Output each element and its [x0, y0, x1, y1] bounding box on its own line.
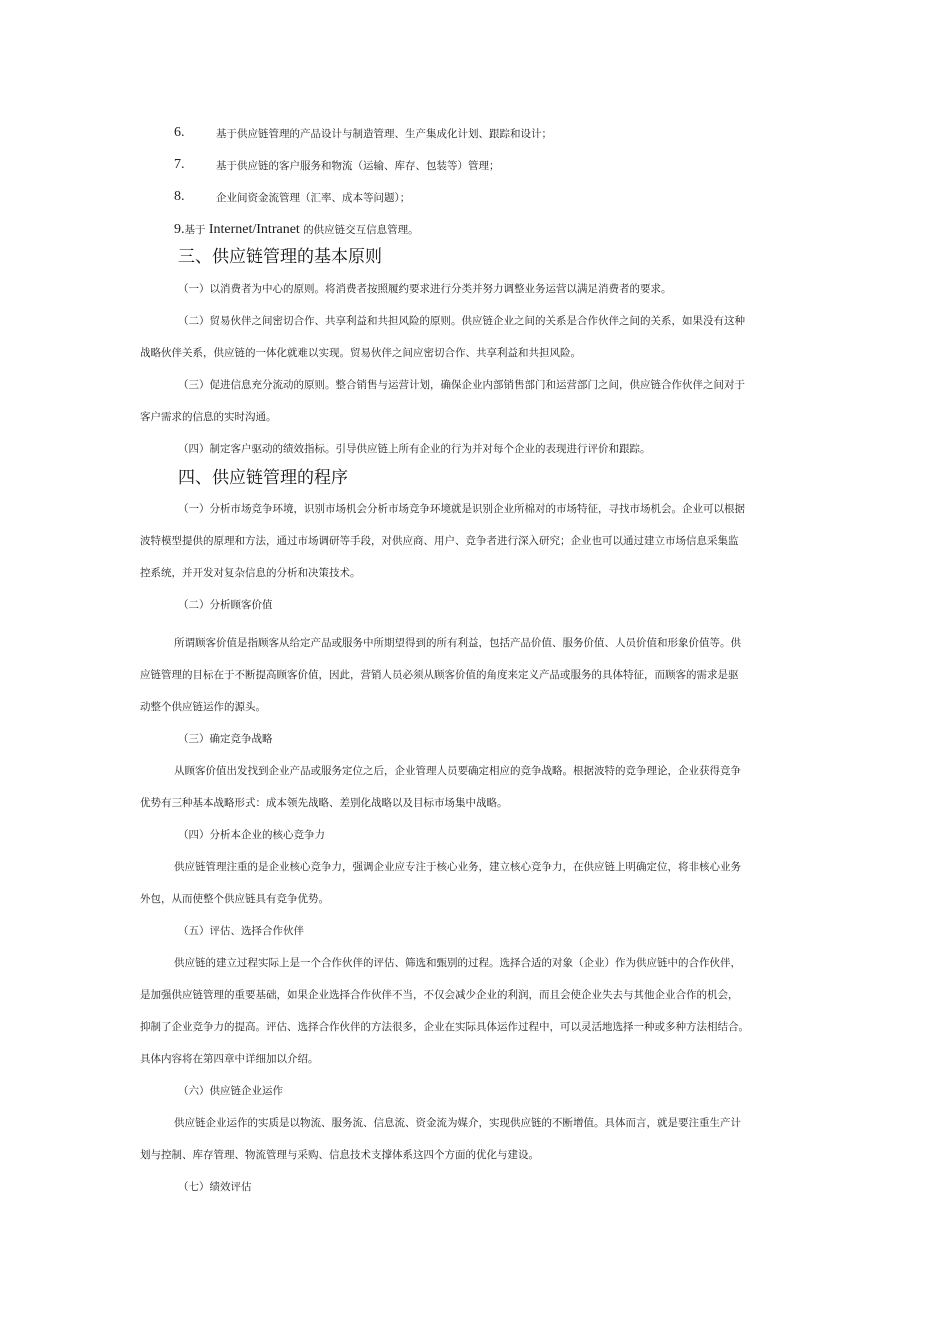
step-2-line-2: 应链管理的目标在于不断提高顾客价值，因此，营销人员必须从顾客价值的角度来定义产品或服务的具体特征，而顾客的需求是驱 — [140, 669, 739, 681]
step-4-title: （四）分析本企业的核心竞争力 — [178, 829, 325, 841]
list-number-7: 7. — [174, 157, 185, 172]
list-item-9 — [174, 223, 419, 237]
step-7-title: （七）绩效评估 — [178, 1181, 252, 1193]
list-item-7: 基于供应链的客户服务和物流（运输、库存、包装等）管理； — [216, 160, 500, 172]
step-6-line-2: 划与控制、库存管理、物流管理与采购、信息技术支撑体系这四个方面的优化与建设。 — [140, 1149, 539, 1161]
step-2-line-3: 动整个供应链运作的源头。 — [140, 701, 266, 713]
step-2-line-1: 所谓顾客价值是指顾客从给定产品或服务中所期望得到的所有利益，包括产品价值、服务价值、人员价值和形象价值等。供 — [174, 637, 741, 649]
step-1-line-2: 波特模型提供的原理和方法，通过市场调研等手段，对供应商、用户、竞争者进行深入研究；企业也可以通过建立市场信息采集监 — [140, 535, 739, 547]
step-6-line-1: 供应链企业运作的实质是以物流、服务流、信息流、资金流为媒介，实现供应链的不断增值。具体而言，就是要注重生产计 — [174, 1117, 741, 1129]
step-5-title: （五）评估、选择合作伙伴 — [178, 925, 304, 937]
step-3-line-1: 从顾客价值出发找到企业产品或服务定位之后，企业管理人员要确定相应的竞争战略。根据波特的竞争理论，企业获得竞争 — [174, 765, 741, 777]
step-2-title: （二）分析顾客价值 — [178, 599, 273, 611]
step-3-line-2: 优势有三种基本战略形式：成本领先战略、差别化战略以及目标市场集中战略。 — [140, 797, 508, 809]
list-item-6: 基于供应链管理的产品设计与制造管理、生产集成化计划、跟踪和设计； — [216, 128, 552, 140]
step-6-title: （六）供应链企业运作 — [178, 1085, 283, 1097]
list-item-9-post: 的供应链交互信息管理。 — [299, 224, 419, 236]
step-5-line-1: 供应链的建立过程实际上是一个合作伙伴的评估、筛选和甄别的过程。选择合适的对象（企业）作为供应链中的合作伙伴， — [174, 957, 741, 969]
step-5-line-3: 抑制了企业竞争力的提高。评估、选择合作伙伴的方法很多，企业在实际具体运作过程中，可以灵活地选择一种或多种方法相结合。 — [140, 1021, 749, 1033]
principle-3-line-1: （三）促进信息充分流动的原则。整合销售与运营计划，确保企业内部销售部门和运营部门之间，供应链合作伙伴之间对于 — [178, 379, 745, 391]
step-4-line-1: 供应链管理注重的是企业核心竞争力，强调企业应专注于核心业务，建立核心竞争力，在供应链上明确定位，将非核心业务 — [174, 861, 741, 873]
list-item-9-term: Internet/Intranet — [208, 222, 300, 237]
step-1-line-1: （一）分析市场竞争环境，识别市场机会分析市场竞争环境就是识别企业所棉对的市场特征，寻找市场机会。企业可以根据 — [178, 503, 745, 515]
list-number-6: 6. — [174, 125, 185, 140]
step-5-line-2: 是加强供应链管理的重要基础，如果企业选择合作伙伴不当，不仅会减少企业的利润，而且会使企业失去与其他企业合作的机会， — [140, 989, 739, 1001]
principle-4: （四）制定客户驱动的绩效指标。引导供应链上所有企业的行为并对每个企业的表现进行评价和跟踪。 — [178, 443, 651, 455]
principle-1: （一）以消费者为中心的原则。将消费者按照履约要求进行分类并努力调整业务运营以满足消费者的要求。 — [178, 283, 672, 295]
step-4-line-2: 外包，从而使整个供应链具有竞争优势。 — [140, 893, 329, 905]
step-3-title: （三）确定竞争战略 — [178, 733, 273, 745]
list-number-9: 9. — [174, 222, 185, 237]
list-number-8: 8. — [174, 189, 185, 204]
step-5-line-4: 具体内容将在第四章中详细加以介绍。 — [140, 1053, 319, 1065]
list-item-9-pre: 基于 — [184, 224, 209, 236]
list-item-8: 企业间资金流管理（汇率、成本等问题）； — [216, 192, 411, 204]
principle-3-line-2: 客户需求的信息的实时沟通。 — [140, 411, 277, 423]
step-1-line-3: 控系统，并开发对复杂信息的分析和决策技术。 — [140, 567, 361, 579]
principle-2-line-1: （二）贸易伙伴之间密切合作、共享利益和共担风险的原则。供应链企业之间的关系是合作伙伴之间的关系，如果没有这种 — [178, 315, 745, 327]
section-3-heading: 三、供应链管理的基本原则 — [178, 247, 382, 267]
section-4-heading: 四、供应链管理的程序 — [178, 468, 348, 488]
principle-2-line-2: 战略伙伴关系，供应链的一体化就难以实现。贸易伙伴之间应密切合作、共享利益和共担风险。 — [140, 347, 581, 359]
